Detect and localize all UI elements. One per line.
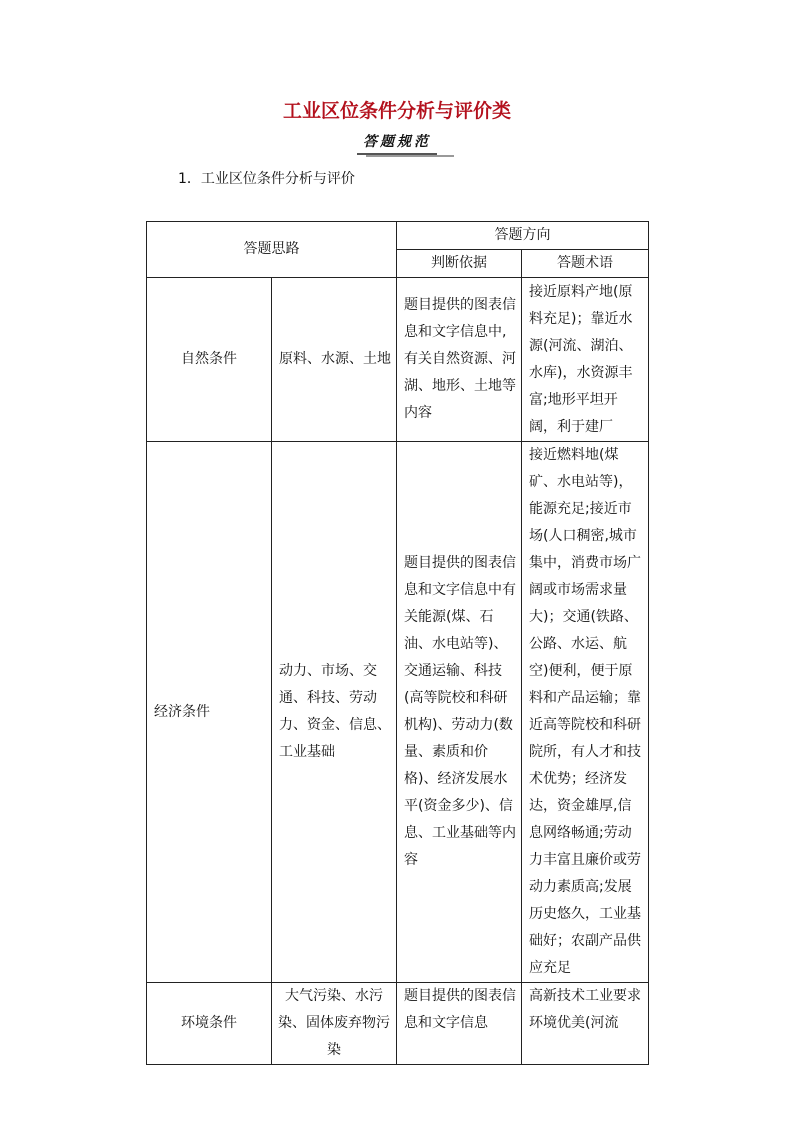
header-thinking: 答题思路 xyxy=(147,222,397,278)
factors-cell: 原料、水源、土地 xyxy=(272,278,397,442)
factors-cell: 动力、市场、交通、科技、劳动力、资金、信息、工业基础 xyxy=(272,442,397,983)
subtitle-underline xyxy=(366,155,454,157)
terms-cell: 接近原料产地(原料充足)；靠近水源(河流、湖泊、水库)，水资源丰富;地形平坦开阔，利于建厂 xyxy=(522,278,649,442)
subtitle-text: 答题规范 xyxy=(357,131,437,155)
section-heading: 1．工业区位条件分析与评价 xyxy=(178,171,355,187)
section-subtitle xyxy=(0,131,794,155)
terms-cell: 接近燃料地(煤矿、水电站等)，能源充足;接近市场(人口稠密,城市集中，消费市场广阔或市场需求量大)；交通(铁路、公路、水运、航空)便利，便于原料和产品运输；靠近高等院校和科研院所，有人才和技术优势；经济发达，资金雄厚,信息网络畅通;劳动力丰富且廉价或劳动力素质高;发展历史悠久，工业基础好；农副产品供应充足 xyxy=(522,442,649,983)
basis-cell: 题目提供的图表信息和文字信息中有关能源(煤、石油、水电站等)、交通运输、科技(高等院校和科研机构)、劳动力(数量、素质和价格)、经济发展水平(资金多少)、信息、工业基础等内容 xyxy=(397,442,522,983)
table-row xyxy=(147,442,649,983)
table-row xyxy=(147,983,649,1065)
basis-cell: 题目提供的图表信息和文字信息 xyxy=(397,983,522,1065)
header-basis: 判断依据 xyxy=(397,250,522,278)
table-row xyxy=(147,278,649,442)
page-title: 工业区位条件分析与评价类 xyxy=(282,100,511,122)
basis-cell: 题目提供的图表信息和文字信息中,有关自然资源、河湖、地形、土地等内容 xyxy=(397,278,522,442)
header-terms: 答题术语 xyxy=(522,250,649,278)
terms-cell: 高新技术工业要求环境优美(河流 xyxy=(522,983,649,1065)
condition-cell: 经济条件 xyxy=(147,442,272,983)
industrial-location-table xyxy=(146,221,649,1065)
header-direction: 答题方向 xyxy=(397,222,649,250)
condition-cell: 自然条件 xyxy=(147,278,272,442)
condition-cell: 环境条件 xyxy=(147,983,272,1065)
factors-cell: 大气污染、水污染、固体废弃物污染 xyxy=(272,983,397,1065)
